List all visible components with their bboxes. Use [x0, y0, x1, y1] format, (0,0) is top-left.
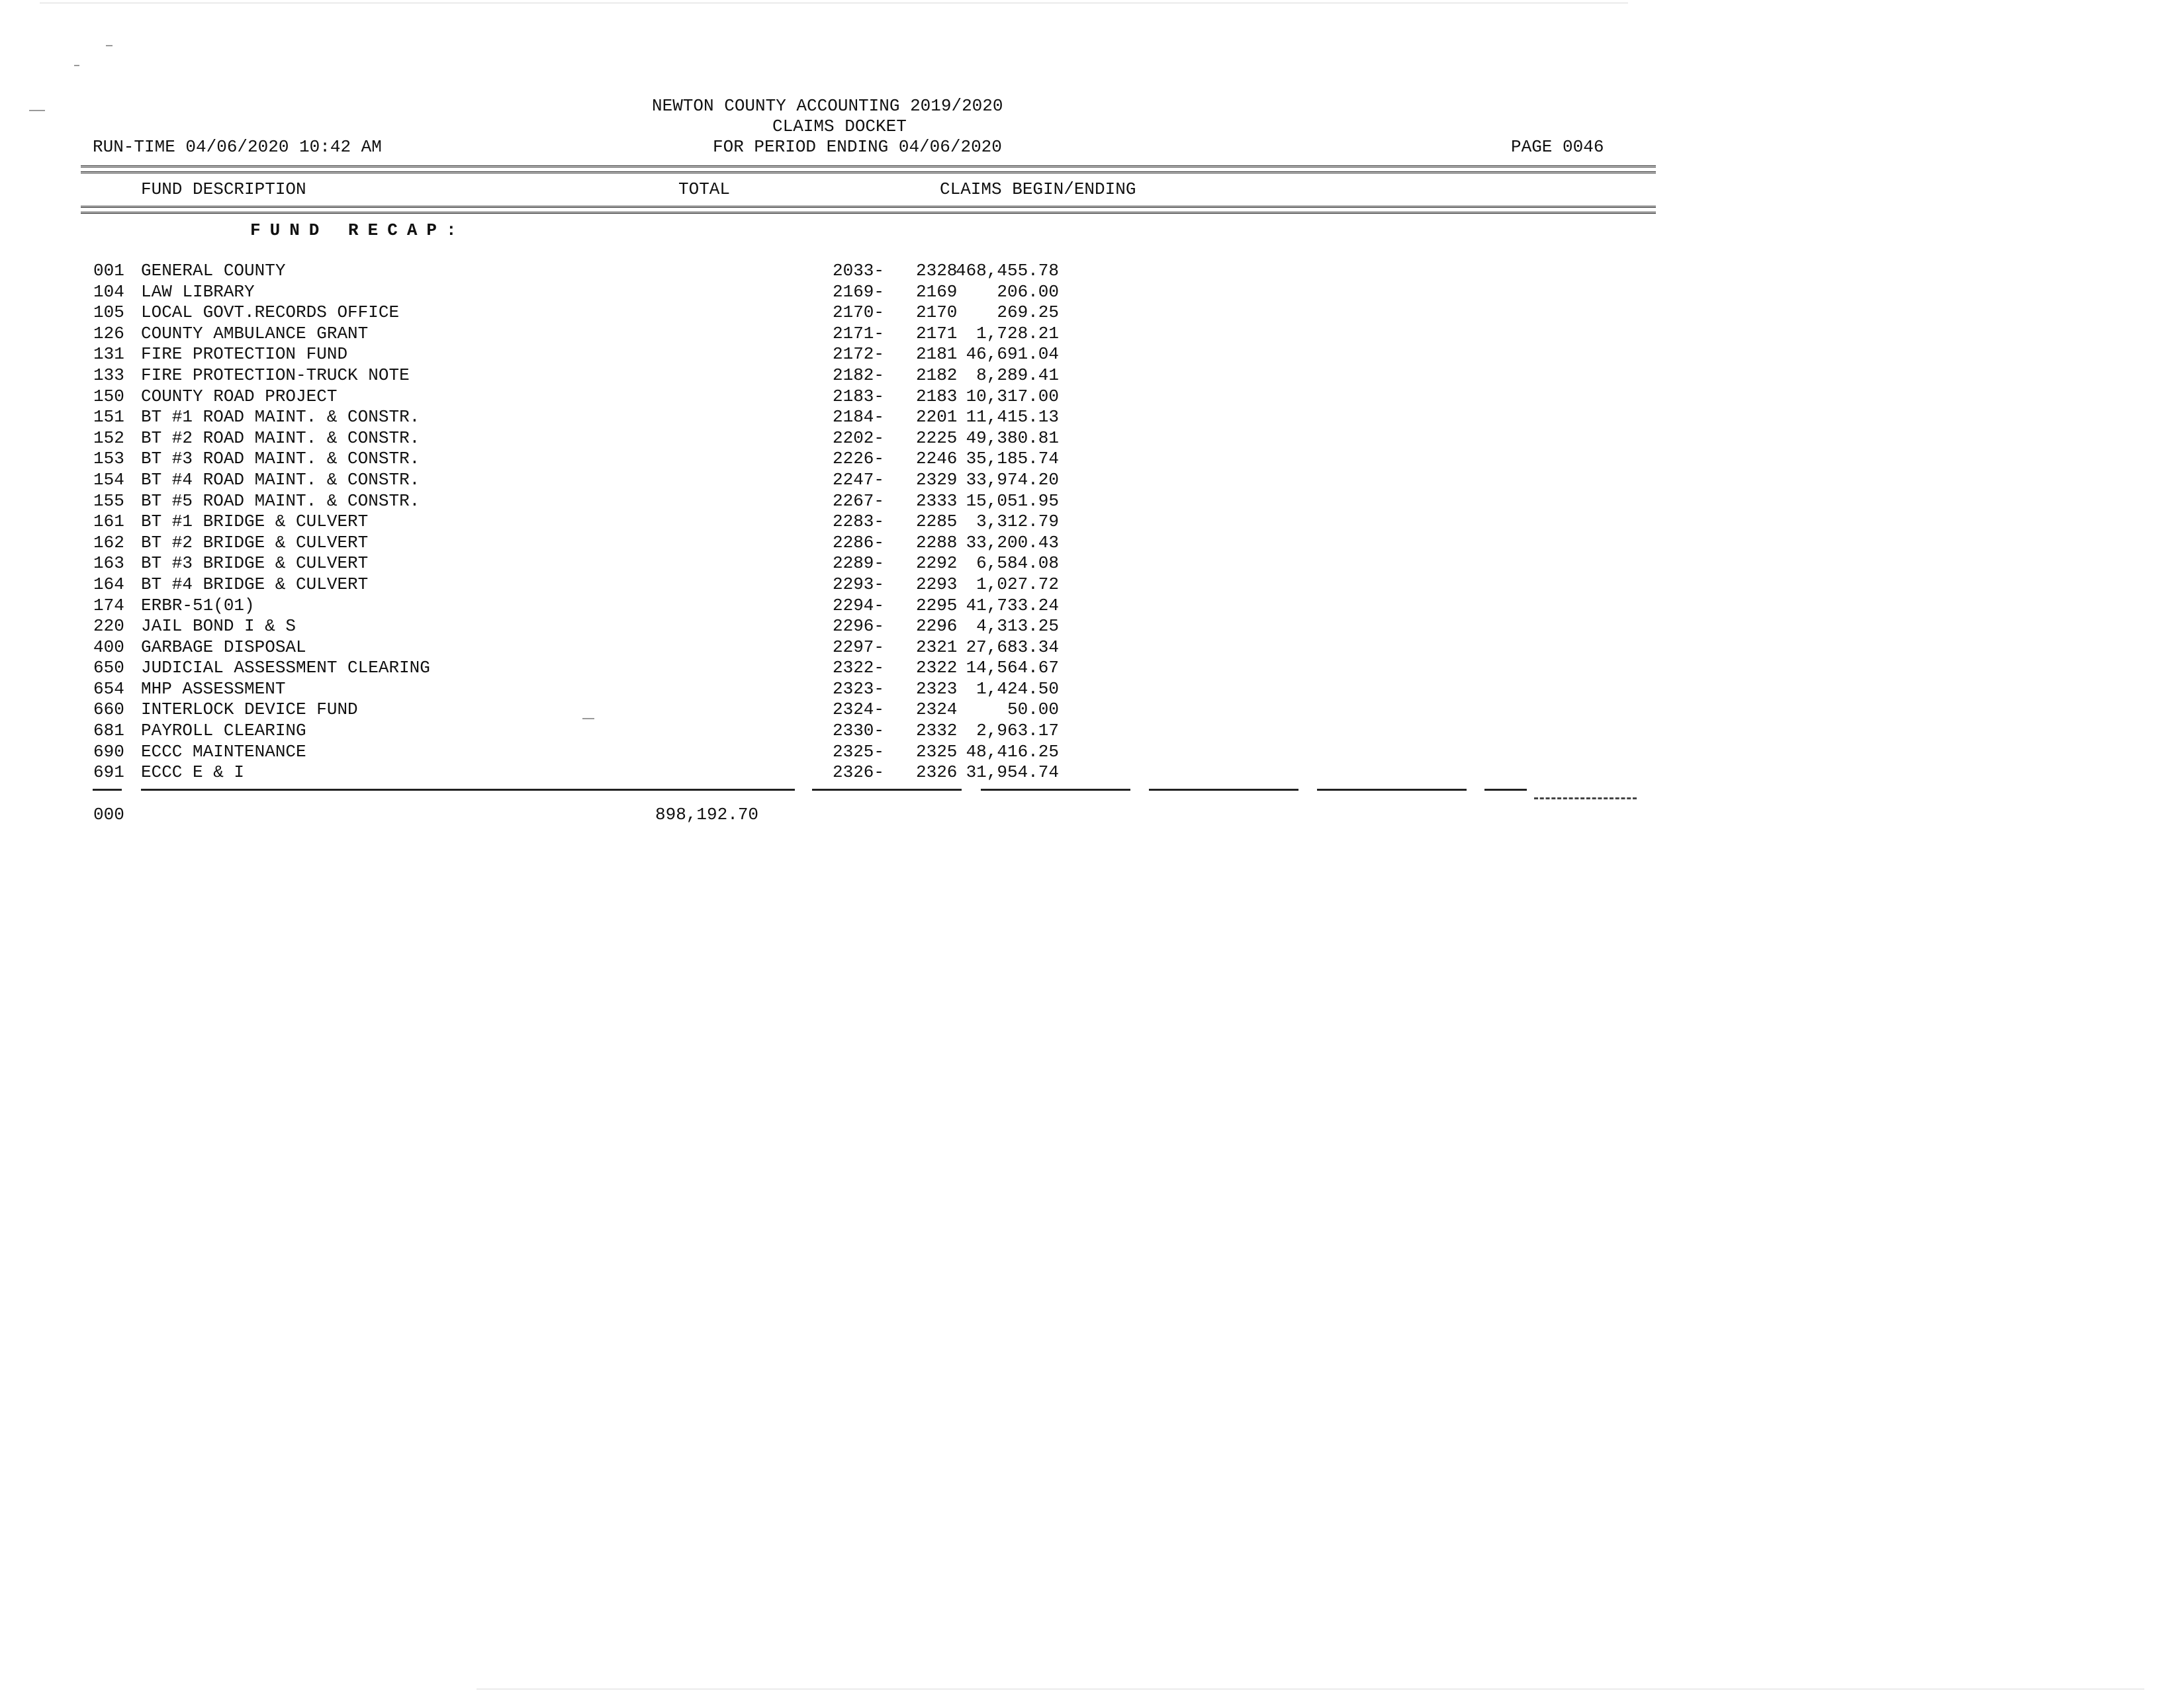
- claims-end: 2169: [916, 281, 958, 302]
- fund-code: 660: [93, 699, 124, 720]
- fund-total: 33,200.43: [966, 532, 1059, 553]
- fund-row: [0, 324, 1059, 345]
- fund-row: [0, 407, 1059, 428]
- fund-row: [0, 553, 1059, 574]
- fund-code: 691: [93, 762, 124, 783]
- scan-artifact: [106, 45, 113, 46]
- fund-row: [0, 699, 1059, 721]
- claims-end: 2182: [916, 365, 958, 385]
- fund-row: [0, 721, 1059, 742]
- fund-code: 163: [93, 553, 124, 574]
- fund-description: BT #2 ROAD MAINT. & CONSTR.: [141, 427, 420, 448]
- claims-end: 2201: [916, 407, 958, 427]
- fund-total: 11,415.13: [966, 407, 1059, 427]
- fund-code: 154: [93, 469, 124, 490]
- claims-end: 2246: [916, 449, 958, 469]
- fund-description: LAW LIBRARY: [141, 281, 255, 302]
- total-divider: [981, 789, 1130, 791]
- fund-description: FIRE PROTECTION FUND: [141, 344, 348, 365]
- fund-row: [0, 365, 1059, 386]
- fund-total: 4,313.25: [976, 616, 1059, 637]
- fund-description: BT #2 BRIDGE & CULVERT: [141, 532, 369, 553]
- claims-begin: 2294-: [833, 595, 885, 615]
- fund-description: GARBAGE DISPOSAL: [141, 637, 306, 657]
- claims-end: 2293: [916, 574, 958, 594]
- total-divider: [93, 789, 122, 791]
- fund-total: 14,564.67: [966, 658, 1059, 678]
- fund-row: [0, 533, 1059, 554]
- fund-row: [0, 344, 1059, 365]
- fund-total: 6,584.08: [976, 553, 1059, 574]
- claims-begin: 2247-: [833, 469, 885, 490]
- fund-row: [0, 637, 1059, 658]
- claims-begin: 2326-: [833, 762, 885, 783]
- claims-end: 2292: [916, 553, 958, 574]
- fund-total: 33,974.20: [966, 469, 1059, 490]
- report-title: NEWTON COUNTY ACCOUNTING 2019/2020: [652, 96, 1003, 116]
- fund-total: 1,027.72: [976, 574, 1059, 594]
- fund-total: 46,691.04: [966, 344, 1059, 365]
- claims-begin: 2202-: [833, 427, 885, 448]
- fund-total: 1,424.50: [976, 678, 1059, 699]
- fund-total: 35,185.74: [966, 449, 1059, 469]
- fund-description: BT #1 ROAD MAINT. & CONSTR.: [141, 407, 420, 427]
- claims-end: 2170: [916, 302, 958, 323]
- fund-description: GENERAL COUNTY: [141, 261, 286, 281]
- fund-total: 269.25: [997, 302, 1059, 323]
- claims-end: 2285: [916, 512, 958, 532]
- fund-code: 654: [93, 678, 124, 699]
- claims-end: 2181: [916, 344, 958, 365]
- fund-row: [0, 512, 1059, 533]
- fund-code: 162: [93, 532, 124, 553]
- page-number: PAGE 0046: [1511, 137, 1604, 157]
- claims-begin: 2297-: [833, 637, 885, 657]
- fund-code: 681: [93, 721, 124, 741]
- grand-total-amount: 898,192.70: [655, 805, 759, 825]
- fund-row: [0, 428, 1059, 449]
- fund-description: JUDICIAL ASSESSMENT CLEARING: [141, 658, 430, 678]
- claims-begin: 2323-: [833, 678, 885, 699]
- fund-code: 153: [93, 449, 124, 469]
- claims-begin: 2286-: [833, 532, 885, 553]
- claims-begin: 2169-: [833, 281, 885, 302]
- fund-code: 001: [93, 261, 124, 281]
- fund-row: [0, 762, 1059, 783]
- fund-code: 151: [93, 407, 124, 427]
- section-label: FUND RECAP:: [250, 220, 466, 240]
- fund-description: BT #4 BRIDGE & CULVERT: [141, 574, 369, 594]
- claims-begin: 2325-: [833, 741, 885, 762]
- claims-end: 2288: [916, 532, 958, 553]
- column-header-description: FUND DESCRIPTION: [141, 179, 306, 199]
- fund-total: 10,317.00: [966, 386, 1059, 406]
- fund-total: 50.00: [1007, 699, 1059, 720]
- fund-code: 690: [93, 741, 124, 762]
- claims-end: 2332: [916, 721, 958, 741]
- fund-description: FIRE PROTECTION-TRUCK NOTE: [141, 365, 410, 385]
- fund-total: 2,963.17: [976, 721, 1059, 741]
- total-divider: [1317, 789, 1467, 791]
- fund-code: 105: [93, 302, 124, 323]
- fund-description: BT #1 BRIDGE & CULVERT: [141, 512, 369, 532]
- fund-code: 155: [93, 490, 124, 511]
- fund-row: [0, 616, 1059, 637]
- fund-description: JAIL BOND I & S: [141, 616, 296, 637]
- fund-description: COUNTY AMBULANCE GRANT: [141, 323, 369, 343]
- fund-code: 220: [93, 616, 124, 637]
- fund-code: 150: [93, 386, 124, 406]
- fund-description: BT #3 BRIDGE & CULVERT: [141, 553, 369, 574]
- fund-code: 131: [93, 344, 124, 365]
- fund-description: MHP ASSESSMENT: [141, 678, 286, 699]
- fund-description: PAYROLL CLEARING: [141, 721, 306, 741]
- scan-artifact: [582, 718, 594, 719]
- claims-end: 2296: [916, 616, 958, 637]
- column-header-total: TOTAL: [678, 179, 731, 199]
- claims-end: 2321: [916, 637, 958, 657]
- report-subtitle: CLAIMS DOCKET: [772, 116, 907, 136]
- fund-total: 27,683.34: [966, 637, 1059, 657]
- claims-end: 2183: [916, 386, 958, 406]
- fund-total: 15,051.95: [966, 490, 1059, 511]
- claims-begin: 2267-: [833, 490, 885, 511]
- claims-end: 2333: [916, 490, 958, 511]
- fund-row: [0, 386, 1059, 408]
- fund-code: 164: [93, 574, 124, 594]
- fund-total: 3,312.79: [976, 512, 1059, 532]
- claims-begin: 2289-: [833, 553, 885, 574]
- claims-begin: 2330-: [833, 721, 885, 741]
- fund-code: 174: [93, 595, 124, 615]
- column-header-divider: [81, 206, 1656, 214]
- claims-end: 2326: [916, 762, 958, 783]
- claims-end: 2324: [916, 699, 958, 720]
- column-header-claims: CLAIMS BEGIN/ENDING: [940, 179, 1136, 199]
- fund-total: 206.00: [997, 281, 1059, 302]
- claims-begin: 2296-: [833, 616, 885, 637]
- claims-end: 2225: [916, 427, 958, 448]
- fund-description: LOCAL GOVT.RECORDS OFFICE: [141, 302, 400, 323]
- fund-total: 1,728.21: [976, 323, 1059, 343]
- fund-code: 133: [93, 365, 124, 385]
- fund-row: [0, 574, 1059, 596]
- claims-end: 2328: [916, 261, 958, 281]
- fund-description: ECCC MAINTENANCE: [141, 741, 306, 762]
- total-divider: [812, 789, 962, 791]
- fund-code: 161: [93, 512, 124, 532]
- fund-description: INTERLOCK DEVICE FUND: [141, 699, 358, 720]
- fund-code: 104: [93, 281, 124, 302]
- run-time: RUN-TIME 04/06/2020 10:42 AM: [93, 137, 382, 157]
- fund-total: 49,380.81: [966, 427, 1059, 448]
- fund-code: 152: [93, 427, 124, 448]
- total-divider: [1484, 789, 1527, 791]
- claims-end: 2323: [916, 678, 958, 699]
- fund-row: [0, 491, 1059, 512]
- fund-code: 650: [93, 658, 124, 678]
- fund-row: [0, 282, 1059, 303]
- grand-total-code: 000: [93, 805, 124, 825]
- fund-total: 468,455.78: [955, 261, 1059, 281]
- fund-description: BT #3 ROAD MAINT. & CONSTR.: [141, 449, 420, 469]
- claims-begin: 2033-: [833, 261, 885, 281]
- fund-total: 41,733.24: [966, 595, 1059, 615]
- claims-begin: 2184-: [833, 407, 885, 427]
- claims-begin: 2324-: [833, 699, 885, 720]
- scan-artifact: [29, 110, 45, 111]
- fund-code: 400: [93, 637, 124, 657]
- claims-begin: 2226-: [833, 449, 885, 469]
- claims-end: 2171: [916, 323, 958, 343]
- fund-table: [0, 261, 1059, 783]
- fund-description: BT #5 ROAD MAINT. & CONSTR.: [141, 490, 420, 511]
- fund-row: [0, 261, 1059, 282]
- claims-end: 2329: [916, 469, 958, 490]
- header-divider: [81, 165, 1656, 173]
- total-divider: [141, 789, 795, 791]
- fund-description: ECCC E & I: [141, 762, 245, 783]
- claims-begin: 2293-: [833, 574, 885, 594]
- fund-row: [0, 679, 1059, 700]
- fund-total: 48,416.25: [966, 741, 1059, 762]
- fund-description: ERBR-51(01): [141, 595, 255, 615]
- fund-row: [0, 470, 1059, 491]
- claims-end: 2322: [916, 658, 958, 678]
- fund-description: BT #4 ROAD MAINT. & CONSTR.: [141, 469, 420, 490]
- claims-end: 2325: [916, 741, 958, 762]
- period-ending: FOR PERIOD ENDING 04/06/2020: [713, 137, 1002, 157]
- fund-row: [0, 596, 1059, 617]
- fund-code: 126: [93, 323, 124, 343]
- claims-begin: 2182-: [833, 365, 885, 385]
- fund-total: 8,289.41: [976, 365, 1059, 385]
- claims-begin: 2183-: [833, 386, 885, 406]
- fund-row: [0, 302, 1059, 324]
- claims-begin: 2170-: [833, 302, 885, 323]
- fund-row: [0, 742, 1059, 763]
- claims-begin: 2322-: [833, 658, 885, 678]
- claims-begin: 2171-: [833, 323, 885, 343]
- total-divider: [1149, 789, 1298, 791]
- scan-artifact: [74, 65, 79, 66]
- fund-row: [0, 658, 1059, 679]
- fund-description: COUNTY ROAD PROJECT: [141, 386, 338, 406]
- fund-row: [0, 449, 1059, 470]
- fund-total: 31,954.74: [966, 762, 1059, 783]
- claims-begin: 2172-: [833, 344, 885, 365]
- claims-begin: 2283-: [833, 512, 885, 532]
- claims-end: 2295: [916, 595, 958, 615]
- total-divider: [1534, 797, 1637, 799]
